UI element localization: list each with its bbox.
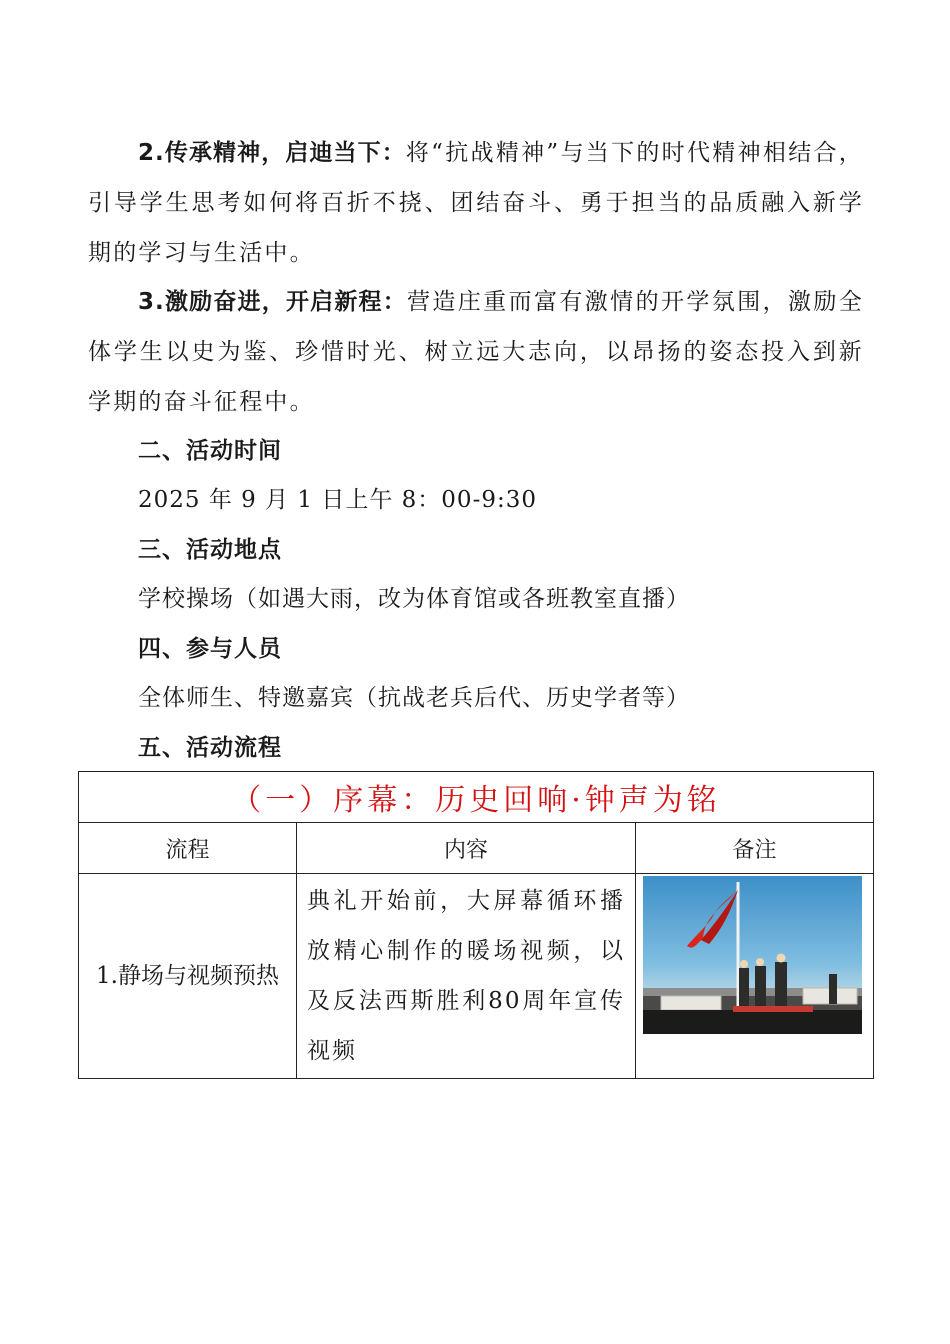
time-value: 2025 年 9 月 1 日上午 8：00-9:30 [138,487,537,513]
paragraph-lead: 3.激励奋进，开启新程： [138,289,407,315]
flow-table [78,771,874,1079]
heading-people: 四、参与人员 [138,636,282,662]
paragraph-body: 将“抗战精神”与当下的时代精神相结合，引导学生思考如何将百折不挠、团结奋斗、勇于担当的品质融入新学期的学习与生活中。 [88,140,864,266]
table-title: （一）序幕：历史回响·钟声为铭 [79,772,874,823]
paragraph-inherit-spirit [88,128,864,278]
heading-flow: 五、活动流程 [138,735,282,761]
paragraph-lead: 2.传承精神，启迪当下： [138,140,406,166]
row-step: 1.静场与视频预热 [79,874,297,1079]
paragraph-inspire [88,277,864,427]
flag-raising-photo-icon [643,876,862,1034]
photo-illustration [643,876,862,1034]
header-note: 备注 [636,823,874,874]
heading-place: 三、活动地点 [138,537,282,563]
people-value: 全体师生、特邀嘉宾（抗战老兵后代、历史学者等） [138,685,690,711]
place-value: 学校操场（如遇大雨，改为体育馆或各班教室直播） [138,586,690,612]
header-step: 流程 [79,823,297,874]
table-row [79,874,874,1079]
header-content: 内容 [297,823,636,874]
row-content: 典礼开始前，大屏幕循环播放精心制作的暖场视频，以及反法西斯胜利80周年宣传视频 [297,874,636,1079]
paragraph-body: 营造庄重而富有激情的开学氛围，激励全体学生以史为鉴、珍惜时光、树立远大志向，以昂扬的姿态投入到新学期的奋斗征程中。 [88,289,864,415]
heading-time: 二、活动时间 [138,438,282,464]
row-note [636,874,874,1079]
